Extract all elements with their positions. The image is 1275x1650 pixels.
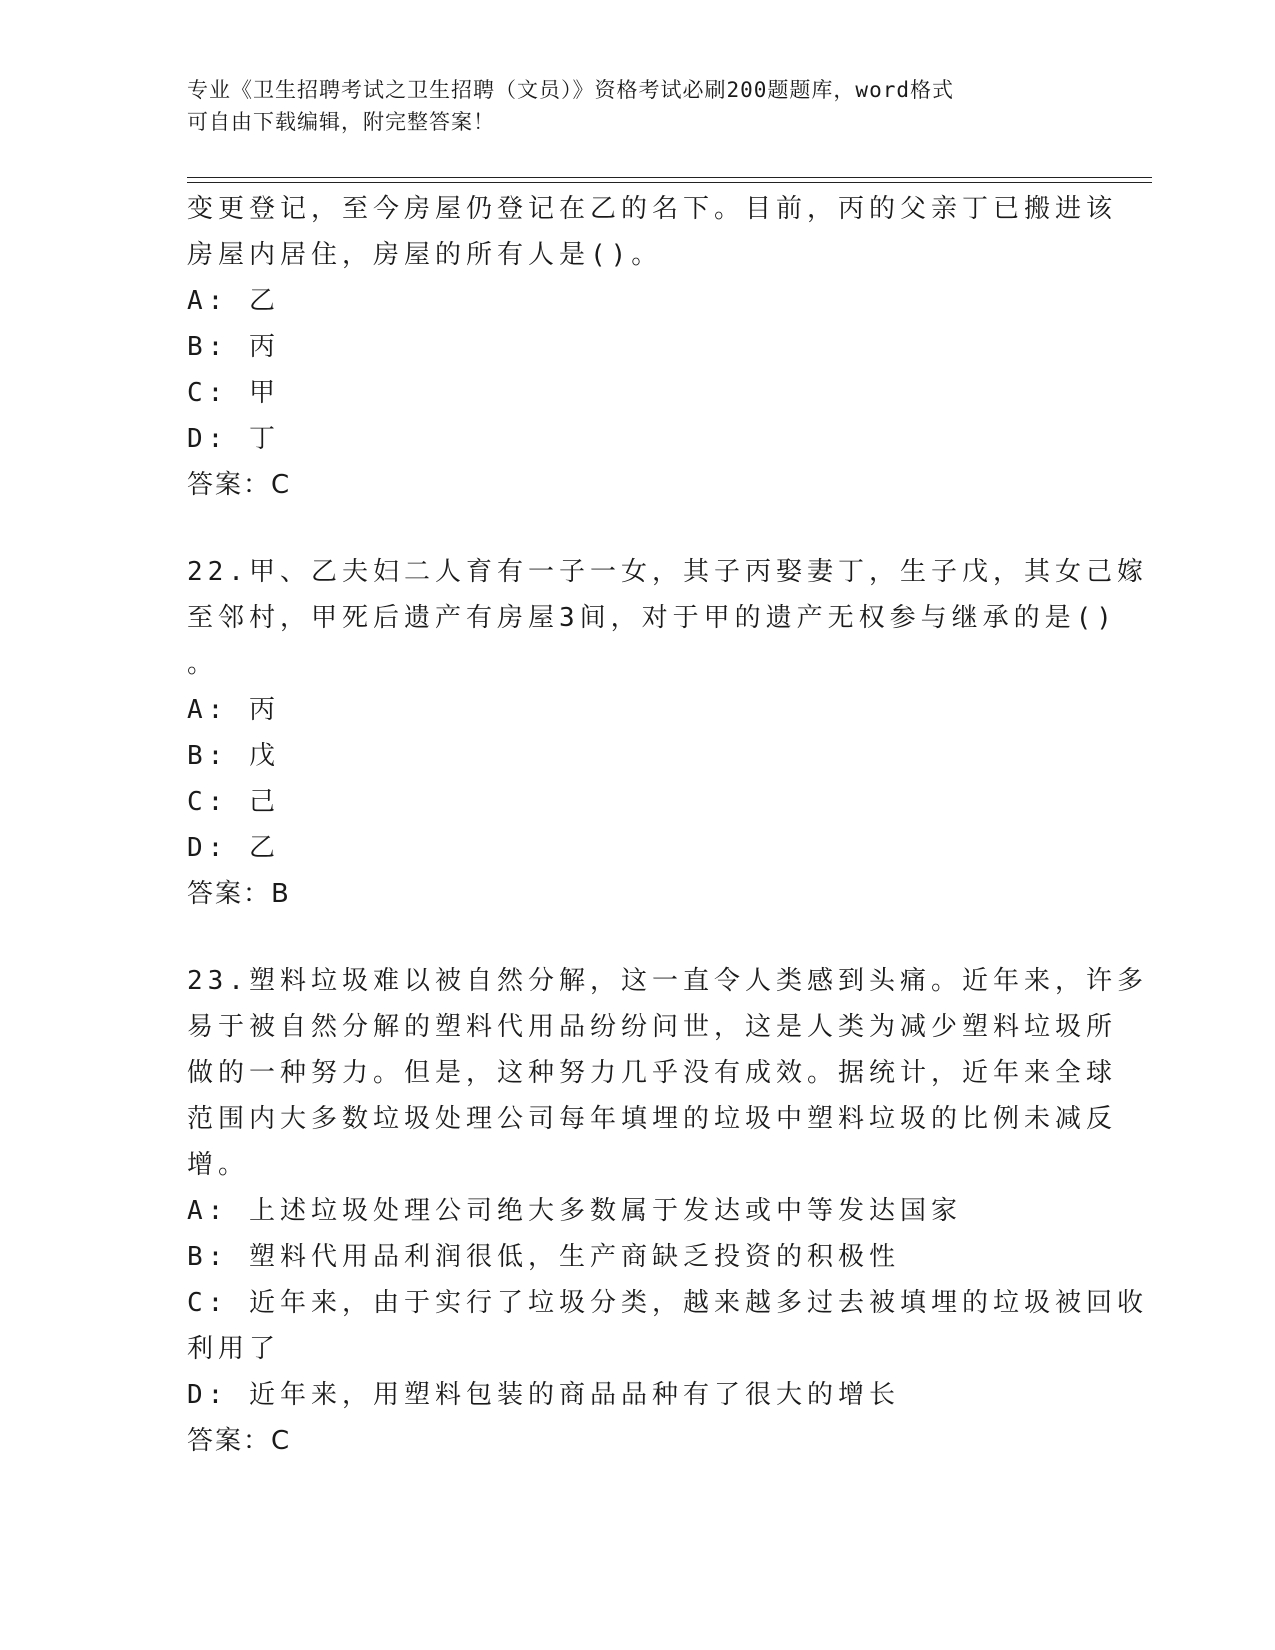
question-22 [187, 549, 1148, 917]
header-divider-top [187, 177, 1152, 178]
answer-line: 答案：C [187, 1426, 292, 1456]
option-b: B: 丙 [187, 332, 280, 362]
option-c: C: 甲 [187, 378, 280, 408]
answer-line: 答案：B [187, 879, 291, 909]
question-stem-line: 增。 [187, 1150, 250, 1180]
question-spacer [187, 917, 1087, 958]
question-stem-line: 易于被自然分解的塑料代用品纷纷问世，这是人类为减少塑料垃圾所 [187, 1012, 1118, 1042]
question-stem-line: 22.甲、乙夫妇二人育有一子一女，其子丙娶妻丁，生子戊，其女己嫁 [187, 557, 1148, 587]
option-a: A: 丙 [187, 695, 280, 725]
question-stem-line: 至邻村，甲死后遗产有房屋3间，对于甲的遗产无权参与继承的是() [187, 603, 1117, 633]
option-c-continuation: 利用了 [187, 1334, 281, 1364]
question-stem-line: 做的一种努力。但是，这种努力几乎没有成效。据统计，近年来全球 [187, 1058, 1118, 1088]
question-stem-line: 。 [187, 649, 219, 679]
question-stem-line: 房屋内居住，房屋的所有人是()。 [187, 240, 663, 270]
question-stem-line: 范围内大多数垃圾处理公司每年填埋的垃圾中塑料垃圾的比例未减反 [187, 1104, 1118, 1134]
document-body [187, 186, 1148, 1464]
option-c: C: 己 [187, 787, 280, 817]
option-b: B: 塑料代用品利润很低，生产商缺乏投资的积极性 [187, 1242, 900, 1272]
option-d: D: 近年来，用塑料包装的商品品种有了很大的增长 [187, 1380, 900, 1410]
question-stem-line: 23.塑料垃圾难以被自然分解，这一直令人类感到头痛。近年来，许多 [187, 966, 1148, 996]
answer-line: 答案：C [187, 470, 292, 500]
question-21 [187, 186, 1118, 508]
header-title-line-1: 专业《卫生招聘考试之卫生招聘（文员）》资格考试必刷200题题库，word格式 [187, 78, 954, 102]
option-b: B: 戊 [187, 741, 280, 771]
page-header [187, 74, 1067, 138]
option-c: C: 近年来，由于实行了垃圾分类，越来越多过去被填埋的垃圾被回收 [187, 1288, 1148, 1318]
header-divider-bottom [187, 182, 1152, 183]
question-spacer [187, 508, 1087, 549]
header-title-line-2: 可自由下载编辑，附完整答案！ [187, 110, 495, 134]
option-d: D: 丁 [187, 424, 280, 454]
option-a: A: 乙 [187, 286, 280, 316]
option-d: D: 乙 [187, 833, 280, 863]
option-a: A: 上述垃圾处理公司绝大多数属于发达或中等发达国家 [187, 1196, 962, 1226]
question-stem-line: 变更登记，至今房屋仍登记在乙的名下。目前，丙的父亲丁已搬进该 [187, 194, 1118, 224]
question-23 [187, 958, 1148, 1464]
